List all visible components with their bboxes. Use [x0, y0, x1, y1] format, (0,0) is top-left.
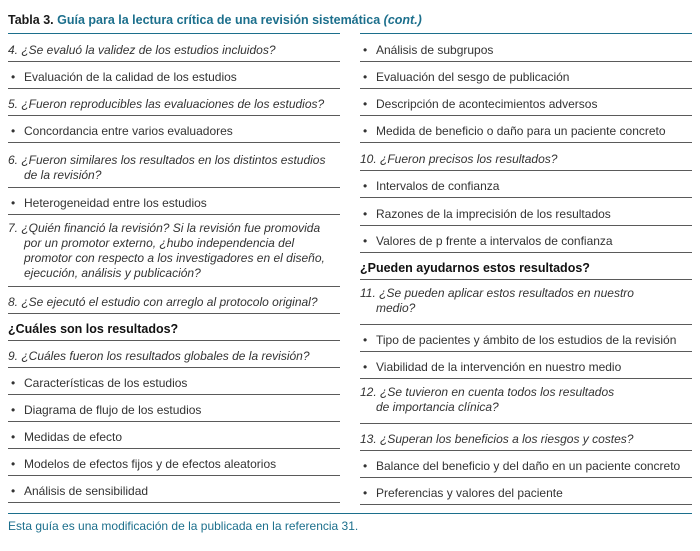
- text-line: • Preferencias y valores del paciente: [376, 486, 563, 500]
- text-line: por un promotor externo, ¿hubo independencia del: [24, 236, 295, 250]
- list-item-text: [360, 459, 692, 474]
- left-question: [8, 287, 340, 314]
- right-column: [360, 35, 692, 505]
- left-list-item: [8, 188, 340, 215]
- question-text: [360, 385, 692, 415]
- right-question: [360, 143, 692, 171]
- question-text: [8, 349, 340, 364]
- table-title-text: Guía para la lectura crítica de una revisión sistemática: [57, 13, 381, 27]
- list-item-text: [360, 124, 692, 139]
- question-text: [8, 43, 340, 58]
- list-item-text: [8, 403, 340, 418]
- right-list-item: [360, 62, 692, 89]
- question-text: [8, 221, 340, 281]
- right-list-item: [360, 226, 692, 253]
- text-line: • Análisis de subgrupos: [376, 43, 494, 57]
- table-title: [8, 12, 692, 28]
- top-rule-left: [8, 33, 340, 34]
- right-list-item: [360, 116, 692, 143]
- text-line: • Características de los estudios: [24, 376, 188, 390]
- right-list-item: [360, 198, 692, 226]
- question-text: [8, 153, 340, 183]
- question-text: [360, 286, 692, 316]
- right-list-item: [360, 325, 692, 352]
- text-line: 5. ¿Fueron reproducibles las evaluaciones de los estudios?: [8, 97, 325, 111]
- text-line: de importancia clínica?: [376, 400, 499, 414]
- list-item-text: [8, 484, 340, 499]
- left-list-item: [8, 395, 340, 422]
- text-line: • Evaluación del sesgo de publicación: [376, 70, 570, 84]
- right-question: [360, 280, 692, 325]
- right-list-item: [360, 89, 692, 116]
- text-line: promotor con respecto a los investigadores en el diseño,: [24, 251, 325, 265]
- right-list-item: [360, 451, 692, 478]
- text-line: • Intervalos de confianza: [376, 179, 500, 193]
- text-line: • Descripción de acontecimientos adversos: [376, 97, 598, 111]
- right-section-heading: [360, 253, 692, 280]
- text-line: • Concordancia entre varios evaluadores: [24, 124, 233, 138]
- left-list-item: [8, 62, 340, 89]
- text-line: • Medida de beneficio o daño para un paciente concreto: [376, 124, 666, 138]
- list-item-text: [360, 70, 692, 85]
- left-section-heading: [8, 314, 340, 341]
- table-label: Tabla 3.: [8, 13, 54, 27]
- list-item-text: [360, 43, 692, 58]
- text-line: • Diagrama de flujo de los estudios: [24, 403, 202, 417]
- text-line: • Valores de p frente a intervalos de confianza: [376, 234, 613, 248]
- text-line: ejecución, análisis y publicación?: [24, 266, 201, 280]
- left-list-item: [8, 368, 340, 395]
- text-line: 9. ¿Cuáles fueron los resultados globales de la revisión?: [8, 349, 310, 363]
- list-item-text: [8, 70, 340, 85]
- right-list-item: [360, 478, 692, 505]
- text-line: • Viabilidad de la intervención en nuestro medio: [376, 360, 622, 374]
- question-text: [8, 295, 340, 310]
- table-footnote: Esta guía es una modificación de la publicada en la referencia 31.: [8, 519, 359, 533]
- text-line: ¿Pueden ayudarnos estos resultados?: [360, 261, 590, 275]
- question-text: [8, 97, 340, 112]
- list-item-text: [360, 486, 692, 501]
- text-line: • Tipo de pacientes y ámbito de los estudios de la revisión: [376, 333, 677, 347]
- text-line: • Medidas de efecto: [24, 430, 123, 444]
- text-line: • Heterogeneidad entre los estudios: [24, 196, 207, 210]
- text-line: • Balance del beneficio y del daño en un paciente concreto: [376, 459, 681, 473]
- list-item-text: [360, 360, 692, 375]
- text-line: de la revisión?: [24, 168, 102, 182]
- question-text: [360, 432, 692, 447]
- section-heading-text: [360, 261, 692, 276]
- top-rule-right: [360, 33, 692, 34]
- text-line: • Modelos de efectos fijos y de efectos aleatorios: [24, 457, 277, 471]
- list-item-text: [360, 207, 692, 222]
- list-item-text: [8, 376, 340, 391]
- right-list-item: [360, 35, 692, 62]
- left-question: [8, 143, 340, 188]
- list-item-text: [8, 457, 340, 472]
- text-line: 6. ¿Fueron similares los resultados en los distintos estudios: [8, 153, 326, 167]
- list-item-text: [360, 97, 692, 112]
- left-question: [8, 341, 340, 368]
- text-line: • Evaluación de la calidad de los estudios: [24, 70, 237, 84]
- left-list-item: [8, 476, 340, 503]
- section-heading-text: [8, 322, 340, 337]
- list-item-text: [360, 179, 692, 194]
- right-question: [360, 424, 692, 451]
- text-line: 7. ¿Quién financió la revisión? Si la revisión fue promovida: [8, 221, 321, 235]
- list-item-text: [360, 234, 692, 249]
- table-cont: (cont.): [383, 13, 422, 27]
- text-line: • Razones de la imprecisión de los resultados: [376, 207, 611, 221]
- text-line: 8. ¿Se ejecutó el estudio con arreglo al protocolo original?: [8, 295, 318, 309]
- text-line: 12. ¿Se tuvieron en cuenta todos los resultados: [360, 385, 615, 399]
- bottom-rule: [8, 513, 692, 514]
- left-list-item: [8, 449, 340, 476]
- right-list-item: [360, 352, 692, 379]
- text-line: ¿Cuáles son los resultados?: [8, 322, 179, 336]
- left-list-item: [8, 116, 340, 143]
- text-line: 13. ¿Superan los beneficios a los riesgos y costes?: [360, 432, 634, 446]
- left-question: [8, 35, 340, 62]
- right-question: [360, 379, 692, 424]
- text-line: medio?: [376, 301, 416, 315]
- text-line: 11. ¿Se pueden aplicar estos resultados en nuestro: [360, 286, 634, 300]
- text-line: 4. ¿Se evaluó la validez de los estudios incluidos?: [8, 43, 276, 57]
- text-line: • Análisis de sensibilidad: [24, 484, 149, 498]
- question-text: [360, 152, 692, 167]
- left-list-item: [8, 422, 340, 449]
- list-item-text: [360, 333, 692, 348]
- text-line: 10. ¿Fueron precisos los resultados?: [360, 152, 558, 166]
- left-question: [8, 215, 340, 287]
- list-item-text: [8, 430, 340, 445]
- left-column: [8, 35, 340, 503]
- left-question: [8, 89, 340, 116]
- right-list-item: [360, 171, 692, 198]
- list-item-text: [8, 196, 340, 211]
- list-item-text: [8, 124, 340, 139]
